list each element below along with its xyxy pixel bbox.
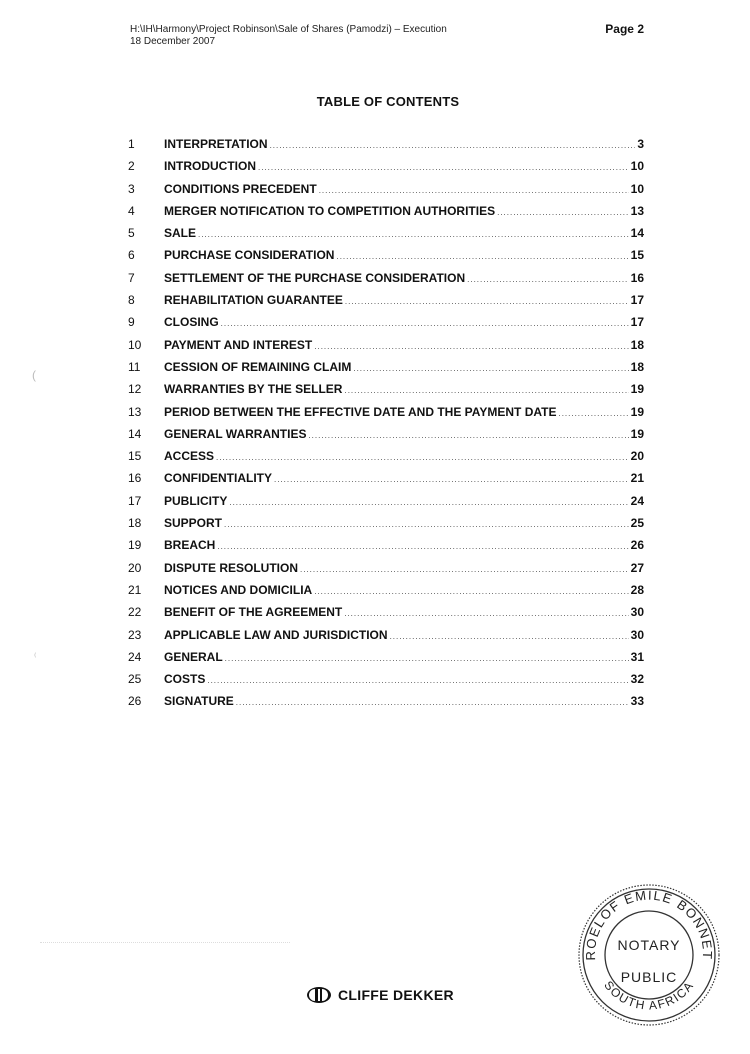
toc-entry-number: 23 — [128, 627, 142, 642]
toc-dot-leader — [314, 342, 628, 351]
toc-entry-label: CONDITIONS PRECEDENT — [164, 181, 317, 196]
toc-entry-page: 27 — [630, 560, 644, 575]
toc-entry-label: COSTS — [164, 672, 206, 687]
toc-entry-page: 26 — [630, 538, 644, 553]
toc-dot-leader — [314, 587, 628, 596]
toc-entry — [128, 248, 644, 270]
toc-entry — [128, 405, 644, 427]
toc-entry-label: GENERAL WARRANTIES — [164, 426, 307, 441]
toc-entry-page: 15 — [630, 248, 644, 263]
toc-entry-page: 19 — [630, 404, 644, 419]
scan-artifact: ( — [32, 368, 36, 382]
toc-entry — [128, 449, 644, 471]
toc-entry-label: INTRODUCTION — [164, 159, 256, 174]
toc-entry — [128, 516, 644, 538]
toc-entry-label: WARRANTIES BY THE SELLER — [164, 382, 343, 397]
toc-entry — [128, 137, 644, 159]
toc-entry-number: 7 — [128, 270, 135, 285]
page-number: Page 2 — [605, 22, 644, 36]
toc-entry-number: 8 — [128, 293, 135, 308]
toc-dot-leader — [258, 163, 629, 172]
toc-entry-page: 30 — [630, 627, 644, 642]
toc-entry-label: ACCESS — [164, 449, 215, 464]
toc-entry-label: SALE — [164, 226, 197, 241]
toc-entry-page: 10 — [630, 181, 644, 196]
toc-entry-page: 28 — [630, 582, 644, 597]
toc-entry-page: 21 — [630, 471, 644, 486]
toc-entry-label: NOTICES AND DOMICILIA — [164, 582, 313, 597]
toc-entry-number: 1 — [128, 137, 135, 151]
toc-entry-label: MERGER NOTIFICATION TO COMPETITION AUTHORITIES — [164, 203, 496, 218]
toc-dot-leader — [467, 275, 629, 284]
document-header — [130, 24, 447, 48]
toc-entry-number: 14 — [128, 426, 142, 441]
toc-dot-leader — [217, 542, 628, 551]
toc-entry-label: PURCHASE CONSIDERATION — [164, 248, 335, 263]
toc-dot-leader — [216, 453, 629, 462]
file-path: H:\IH\Harmony\Project Robinson\Sale of Shares (Pamodzi) – Execution — [130, 24, 447, 35]
toc-entry-label: APPLICABLE LAW AND JURISDICTION — [164, 627, 388, 642]
toc-entry-page: 25 — [630, 516, 644, 531]
toc-entry — [128, 650, 644, 672]
toc-entry-page: 31 — [630, 649, 644, 664]
scan-artifact: ⁽ — [34, 652, 37, 663]
toc-entry-number: 9 — [128, 315, 135, 330]
toc-title: TABLE OF CONTENTS — [316, 94, 460, 109]
toc-entry — [128, 538, 644, 560]
toc-entry — [128, 494, 644, 516]
toc-entry-number: 16 — [128, 471, 142, 486]
footer-logo — [306, 986, 454, 1004]
toc-entry-label: PUBLICITY — [164, 493, 228, 508]
toc-entry-number: 6 — [128, 248, 135, 263]
toc-entry-page: 13 — [630, 203, 644, 218]
toc-dot-leader — [224, 520, 629, 529]
toc-entry-label: REHABILITATION GUARANTEE — [164, 293, 343, 308]
toc-dot-leader — [308, 431, 628, 440]
toc-entry — [128, 182, 644, 204]
toc-entry — [128, 271, 644, 293]
footer-brand: CLIFFE DEKKER — [338, 987, 454, 1003]
toc-entry-page: 24 — [630, 493, 644, 508]
toc-entry-label: CLOSING — [164, 315, 219, 330]
toc-entry — [128, 338, 644, 360]
toc-entry-page: 19 — [630, 382, 644, 397]
toc-entry-number: 24 — [128, 649, 142, 664]
toc-entry-number: 26 — [128, 694, 142, 709]
toc-entry-page: 33 — [630, 694, 644, 709]
toc-dot-leader — [345, 297, 629, 306]
toc-entry-label: INTERPRETATION — [164, 137, 268, 151]
toc-entry-page: 18 — [630, 359, 644, 374]
toc-dot-leader — [344, 609, 628, 618]
toc-entry-number: 19 — [128, 538, 142, 553]
toc-entry-label: CONFIDENTIALITY — [164, 471, 272, 486]
cliffe-dekker-logo-icon — [306, 986, 332, 1004]
toc-entry — [128, 471, 644, 493]
toc-entry-label: PAYMENT AND INTEREST — [164, 337, 313, 352]
toc-dot-leader — [221, 319, 629, 328]
toc-entry-number: 12 — [128, 382, 142, 397]
toc-entry — [128, 672, 644, 694]
toc-entry-page: 14 — [630, 226, 644, 241]
scan-artifact-line — [40, 942, 290, 943]
toc-entry-number: 10 — [128, 337, 142, 352]
toc-entry — [128, 315, 644, 337]
seal-ring-text: ROELOF EMILE BONNET — [582, 887, 716, 961]
toc-dot-leader — [353, 364, 628, 373]
toc-entry-page: 10 — [630, 159, 644, 174]
toc-entry-number: 18 — [128, 516, 142, 531]
toc-dot-leader — [270, 141, 636, 150]
toc-entry — [128, 694, 644, 716]
toc-dot-leader — [274, 475, 629, 484]
toc-entry-label: SETTLEMENT OF THE PURCHASE CONSIDERATION — [164, 270, 466, 285]
toc-entry-number: 13 — [128, 404, 142, 419]
toc-entry-page: 19 — [630, 426, 644, 441]
toc-entry-number: 21 — [128, 582, 142, 597]
toc-entry-page: 32 — [630, 672, 644, 687]
toc-entry-page: 17 — [630, 315, 644, 330]
toc-entry-number: 4 — [128, 203, 135, 218]
toc-entry — [128, 204, 644, 226]
seal-bottom-text: SOUTH AFRICA — [601, 978, 697, 1013]
toc-entry-label: PERIOD BETWEEN THE EFFECTIVE DATE AND THE PAYMENT DATE — [164, 404, 557, 419]
toc-entry-number: 15 — [128, 449, 142, 464]
toc-dot-leader — [225, 654, 629, 663]
document-date: 18 December 2007 — [130, 36, 216, 47]
toc-entry — [128, 159, 644, 181]
toc-entry-label: SIGNATURE — [164, 694, 234, 709]
toc-dot-leader — [497, 208, 629, 217]
toc-dot-leader — [319, 186, 629, 195]
toc-entry-number: 20 — [128, 560, 142, 575]
toc-entry-page: 17 — [630, 293, 644, 308]
toc-entry-label: BREACH — [164, 538, 216, 553]
toc-entry-page: 20 — [630, 449, 644, 464]
toc-entry — [128, 226, 644, 248]
toc-entry — [128, 583, 644, 605]
toc-entry-page: 30 — [630, 605, 644, 620]
toc-dot-leader — [207, 676, 628, 685]
toc-entry-label: DISPUTE RESOLUTION — [164, 560, 299, 575]
toc-entry-number: 5 — [128, 226, 135, 241]
toc-dot-leader — [300, 565, 629, 574]
toc-dot-leader — [336, 252, 628, 261]
toc-dot-leader — [236, 698, 629, 707]
toc-entry-label: GENERAL — [164, 649, 223, 664]
toc-entry-number: 17 — [128, 493, 142, 508]
toc-dot-leader — [558, 409, 628, 418]
toc-dot-leader — [229, 498, 628, 507]
toc-entry — [128, 605, 644, 627]
toc-entry-label: CESSION OF REMAINING CLAIM — [164, 359, 352, 374]
toc-entry — [128, 561, 644, 583]
toc-entry-number: 22 — [128, 605, 142, 620]
toc-entry — [128, 628, 644, 650]
toc-entry — [128, 382, 644, 404]
notary-seal — [574, 880, 724, 1030]
seal-line-2: PUBLIC — [620, 969, 678, 985]
toc-entry — [128, 427, 644, 449]
toc-entry-label: BENEFIT OF THE AGREEMENT — [164, 605, 343, 620]
toc-entry — [128, 360, 644, 382]
toc-dot-leader — [344, 386, 628, 395]
toc-entry-number: 3 — [128, 181, 135, 196]
toc-entry-number: 2 — [128, 159, 135, 174]
toc-dot-leader — [198, 230, 629, 239]
seal-line-1: NOTARY — [617, 937, 681, 953]
toc-entry-page: 18 — [630, 337, 644, 352]
toc-entry-page: 3 — [637, 137, 644, 151]
table-of-contents — [128, 137, 644, 717]
toc-entry-number: 25 — [128, 672, 142, 687]
toc-entry-label: SUPPORT — [164, 516, 223, 531]
toc-entry-page: 16 — [630, 270, 644, 285]
toc-entry — [128, 293, 644, 315]
toc-entry-number: 11 — [128, 359, 141, 374]
toc-dot-leader — [390, 632, 629, 641]
